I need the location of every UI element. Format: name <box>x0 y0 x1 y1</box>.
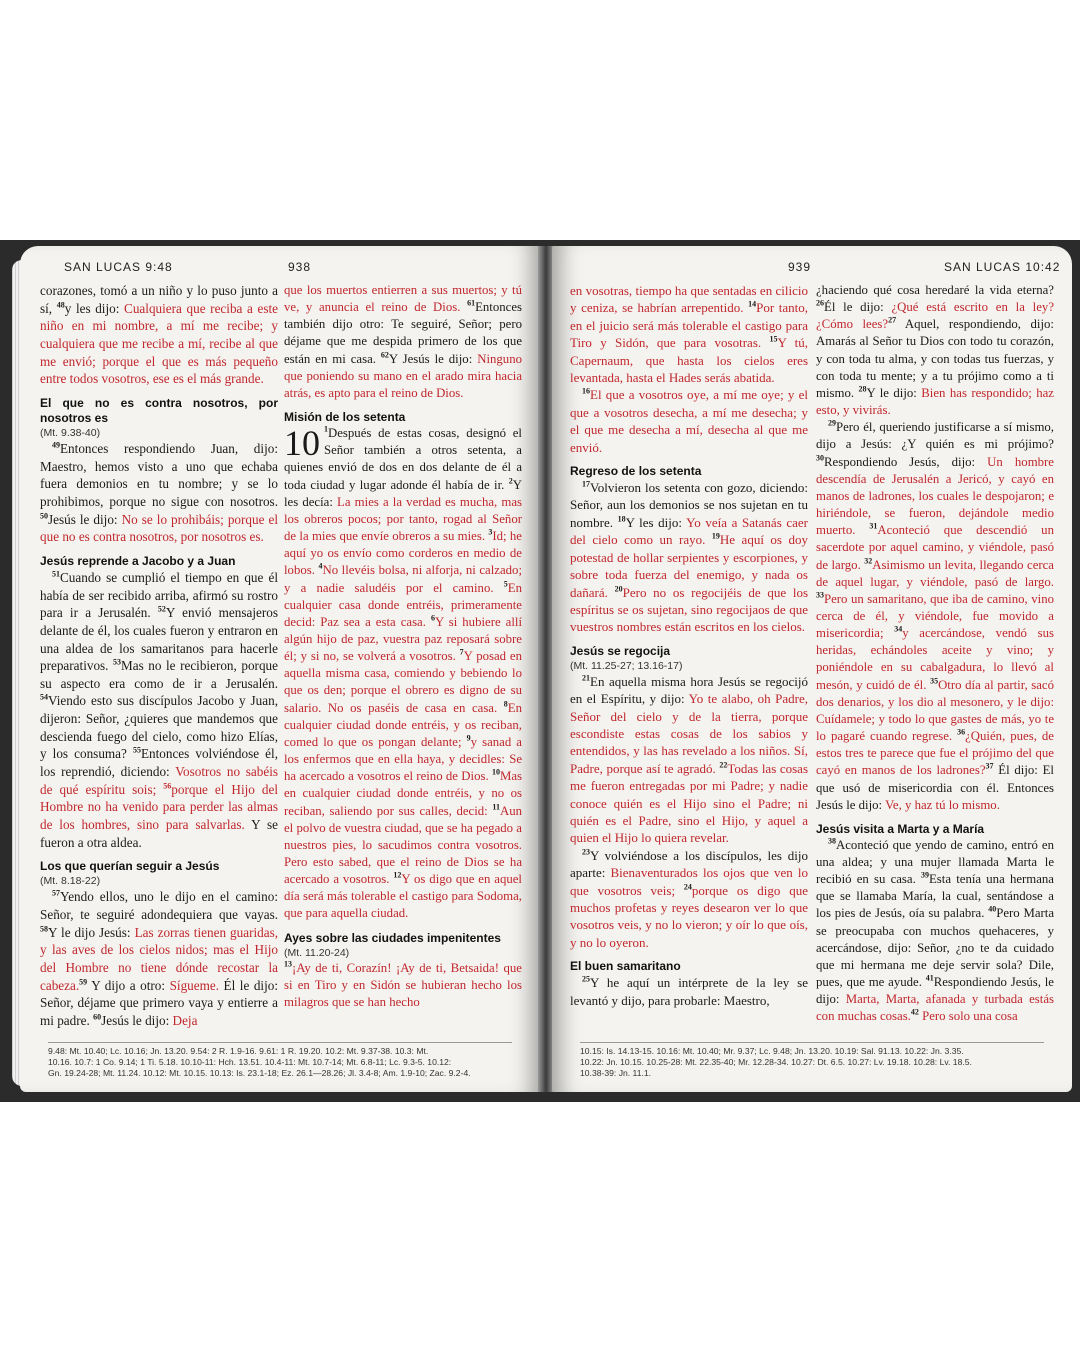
section-heading: El que no es contra nosotros, por nosotros es <box>40 395 278 425</box>
verse-paragraph: $^{29}$Pero él, queriendo justificarse a sí mismo, dijo a Jesús: ¿Y quién es mi prójimo? $^{30}$Respondiendo Jesús, dijo: Un hombre descendía de Jerusalén a Jericó, y cayó en manos de ladrones, los cuales le despojaron; e hiriéndole, se fueron, dejándole medio muerto. $^{31}$Aconteció que descendió un sacerdote por aquel camino, y viéndole, pasó de largo. $^{32}$Asimismo un levita, llegando cerca de aquel lugar, y viéndole, pasó de largo. $^{33}$Pero un samaritano, que iba de camino, vino cerca de él, y viéndole, fue movido a misericordia; $^{34}$y acercándose, vendó sus heridas, echándoles aceite y vino; y poniéndole en su cabalgadura, lo llevó al mesón, y cuidó de él. $^{35}$Otro día al partir, sacó dos denarios, y los dio al mesonero, y le dijo: Cuídamele; y todo lo que gastes de más, yo te lo pagaré cuando regrese. $^{36}$¿Quién, pues, de estos tres te parece que fue el prójimo del que cayó en manos de los ladrones?$^{37}$ Él dijo: El que usó de misericordia con él. Entonces Jesús le dijo: Ve, y haz tú lo mismo. <box>816 418 1055 812</box>
footnote-rule <box>580 1042 1044 1043</box>
footnote-line: 10.15: Is. 14.13-15. 10.16: Mt. 10.40; Mr. 9.37; Lc. 9.48; Jn. 13.20. 10.19: Sal. 91.13. 10.22: Jn. 3.35. <box>580 1046 964 1056</box>
left-column-1 <box>40 282 278 1030</box>
right-page <box>552 246 1072 1092</box>
verse-paragraph: corazones, tomó a un niño y lo puso junto a sí, $^{48}$y les dijo: Cualquiera que reciba a este niño en mi nombre, a mí me recibe; y cualquiera que me recibe a mí, recibe al que me envió; porque el que es más pequeño entre todos vosotros, ese es el más grande. <box>40 283 278 387</box>
verse-paragraph: $^{25}$Y he aquí un intérprete de la ley se levantó y dijo, para probarle: Maestro, <box>570 974 808 1008</box>
verse-paragraph: que los muertos entierren a sus muertos; y tú ve, y anuncia el reino de Dios. $^{61}$Entonces también dijo otro: Te seguiré, Señor; pero déjame que me despida primero de los que están en mi casa. $^{62}$Y Jesús le dijo: Ninguno que poniendo su mano en el arado mira hacia atrás, es apto para el reino de Dios. <box>284 283 522 400</box>
section-heading: Los que querían seguir a Jesús <box>40 859 220 874</box>
verse-paragraph: $^{38}$Aconteció que yendo de camino, entró en una aldea; y una mujer llamada Marta le recibió en su casa. $^{39}$Esta tenía una hermana que se llamaba María, la cual, sentándose a los pies de Jesús, oía su palabra. $^{40}$Pero Marta se preocupaba con muchos quehaceres, y acercándose, dijo: Señor, ¿no te da cuidado que mi hermana me deje servir sola? Dile, pues, que me ayude. $^{41}$Respondiendo Jesús, le dijo: Marta, Marta, afanada y turbada estás con muchas cosas.$^{42}$ Pero solo una cosa <box>816 836 1054 1024</box>
footnote-line: Gn. 19.24-28; Mt. 11.24. 10.12: Mt. 10.15. 10.13: Is. 23.1-18; Ez. 26.1—28.26; Jl. 3.4-8; Am. 1.9-10; Zac. 9.2-4. <box>48 1068 471 1078</box>
cross-reference: (Mt. 11.25-27; 13.16-17) <box>570 659 683 672</box>
verse-paragraph: $^{49}$Entonces respondiendo Juan, dijo: Maestro, hemos visto a uno que echaba fuera demonios en tu nombre; y se lo prohibimos, porque no sigue con nosotros. $^{50}$Jesús le dijo: No se lo prohibáis; porque el que no es contra nosotros, por nosotros es. <box>40 440 278 545</box>
verse-paragraph: $^{21}$En aquella misma hora Jesús se regocijó en el Espíritu, y dijo: Yo te alabo, oh Padre, Señor del cielo y de la tierra, porque escondiste estas cosas de los sabios y entendidos, y las has revelado a los niños. Sí, Padre, porque así te agradó. $^{22}$Todas las cosas me fueron entregadas por mi Padre; y nadie conoce quién es el Hijo sino el Padre; ni quién es el Padre, sino el Hijo, y aquel a quien el Hijo lo quiera revelar. <box>570 673 809 846</box>
left-page <box>20 246 540 1092</box>
footnotes-right <box>580 1046 1050 1079</box>
words-of-jesus: Cualquiera que reciba a este niño en mi nombre, a mí me recibe; y cualquiera que me recibe a mí, recibe al que me envió; porque el que es más pequeño entre todos vosotros, ese es el más grande. <box>40 300 278 387</box>
verse-paragraph: en vosotras, tiempo ha que sentadas en cilicio y ceniza, se habrían arrepentido. $^{14}$Por tanto, en el juicio será más tolerable el castigo para Tiro y Sidón, que para vosotras. $^{15}$Y tú, Capernaum, que hasta los cielos eres levantada, hasta el Hades serás abatida. <box>570 283 808 386</box>
footnotes-left <box>48 1046 518 1079</box>
footnote-line: 10.38-39: Jn. 11.1. <box>580 1068 652 1078</box>
verse-paragraph: $^{17}$Volvieron los setenta con gozo, diciendo: Señor, aun los demonios se nos sujetan en tu nombre. $^{18}$Y les dijo: Yo veía a Satanás caer del cielo como un rayo. $^{19}$He aquí os doy potestad de hollar serpientes y escorpiones, y sobre toda fuerza del enemigo, y nada os dañará. $^{20}$Pero no os regocijéis de que los espíritus se os sujetan, sino regocijaos de que vuestros nombres están escritos en los cielos. <box>570 479 809 635</box>
section-heading: Regreso de los setenta <box>570 464 702 479</box>
right-column-1 <box>570 282 808 1009</box>
left-column-2 <box>284 282 522 1011</box>
running-head-left: SAN LUCAS 9:48 <box>64 260 173 274</box>
cross-reference: (Mt. 11.20-24) <box>284 946 350 959</box>
cross-reference: (Mt. 9.38-40) <box>40 426 101 439</box>
verse-paragraph: $^{23}$Y volviéndose a los discípulos, les dijo aparte: Bienaventurados los ojos que ven lo que vosotros veis; $^{24}$porque os digo que muchos profetas y reyes desearon ver lo que vosotros veis, y no lo vieron; y oír lo que oís, y no lo oyeron. <box>570 847 808 950</box>
section-heading: Jesús visita a Marta y a María <box>816 821 985 836</box>
cross-reference: (Mt. 8.18-22) <box>40 875 101 888</box>
running-head-right: SAN LUCAS 10:42 <box>944 260 1061 274</box>
page-number-left: 938 <box>288 260 312 274</box>
section-heading: Jesús reprende a Jacobo y a Juan <box>40 553 236 568</box>
verse-paragraph: $^{16}$El que a vosotros oye, a mí me oye; y el que a vosotros desecha, a mí me desecha; y el que me desecha a mí, desecha al que me envió. <box>570 387 808 455</box>
verse-paragraph: 10 $^1$Después de estas cosas, designó el Señor también a otros setenta, a quienes envió de dos en dos delante de él a toda ciudad y lugar adonde él había de ir. $^2$Y les decía: La mies a la verdad es mucha, mas los obreros pocos; por tanto, rogad al Señor de la mies que envíe obreros a su mies. $^3$Id; he aquí yo os envío como corderos en medio de lobos. $^4$No llevéis bolsa, ni alforja, ni calzado; y a nadie saludéis por el camino. $^5$En cualquier casa donde entréis, primeramente decid: Paz sea a esta casa. $^6$Y si hubiere allí algún hijo de paz, vuestra paz reposará sobre él; y si no, se volverá a vosotros. $^7$Y posad en aquella misma casa, comiendo y bebiendo lo que os den; porque el obrero es digno de su salario. No os paséis de casa en casa. $^8$En cualquier ciudad donde entréis, y os reciban, comed lo que os pongan delante; $^9$y sanad a los enfermos que en ella haya, y decidles: Se ha acercado a vosotros el reino de Dios. $^{10}$Mas en cualquier ciudad donde entréis, y no os reciban, saliendo por sus calles, decid: $^{11}$Aun el polvo de vuestra ciudad, que se ha pegado a nuestros pies, lo sacudimos contra vosotros. Pero esto sabed, que el reino de Dios se ha acercado a vosotros. $^{12}$Y os digo que en aquel día será más tolerable el castigo para Sodoma, que para aquella ciudad. <box>284 423 523 921</box>
chapter-number: 10 <box>284 423 320 464</box>
footnote-line: 9.48: Mt. 10.40; Lc. 10.16; Jn. 13.20. 9.54: 2 R. 1.9-16. 9.61: 1 R. 19.20. 10.2: Mt. 9.37-38. 10.3: Mt. <box>48 1046 429 1056</box>
footnote-line: 10.16. 10.7: 1 Co. 9.14; 1 Ti. 5.18. 10.10-11: Hch. 13.51. 10.4-11: Mt. 10.7-14; Mt. 6.8-11; Lc. 9.3-5. 10.12: <box>48 1057 452 1067</box>
verse-paragraph: $^{51}$Cuando se cumplió el tiempo en que él había de ser recibido arriba, afirmó su rostro para ir a Jerusalén. $^{52}$Y envió mensajeros delante de él, los cuales fueron y entraron en una aldea de los samaritanos para hacerle preparativos. $^{53}$Mas no le recibieron, porque su aspecto era como de ir a Jerusalén. $^{54}$Viendo esto sus discípulos Jacobo y Juan, dijeron: Señor, ¿quieres que mandemos que descienda fuego del cielo, como hizo Elías, y los consuma? $^{55}$Entonces volviéndose él, los reprendió, diciendo: Vosotros no sabéis de qué espíritu sois; $^{56}$porque el Hijo del Hombre no ha venido para perder las almas de los hombres, sino para salvarlas. Y se fueron a otra aldea. <box>40 569 278 850</box>
section-heading: Misión de los setenta <box>284 410 406 425</box>
footnote-rule <box>48 1042 512 1043</box>
section-heading: El buen samaritano <box>570 959 681 974</box>
verse-paragraph: ¿haciendo qué cosa heredaré la vida eterna? $^{26}$Él le dijo: ¿Qué está escrito en la ley? ¿Cómo lees?$^{27}$ Aquel, respondiendo, dijo: Amarás al Señor tu Dios con todo tu corazón, y con toda tu alma, y con todas tus fuerzas, y con toda tu mente; y a tu prójimo como a ti mismo. $^{28}$Y le dijo: Bien has respondido; haz esto, y vivirás. <box>816 283 1054 418</box>
section-heading: Ayes sobre las ciudades impenitentes <box>284 930 501 945</box>
page-number-right: 939 <box>788 260 812 274</box>
verse-paragraph: $^{13}$¡Ay de ti, Corazín! ¡Ay de ti, Betsaida! que si en Tiro y en Sidón se hubieran hecho los milagros que se han hecho <box>284 959 522 1009</box>
section-heading: Jesús se regocija <box>570 643 671 658</box>
footnote-line: 10.22: Jn. 10.15. 10.25-28: Mt. 22.35-40; Mr. 12.28-34. 10.27: Dt. 6.5. 10.27: Lv. 19.18. 10.28: Lv. 18.5. <box>580 1057 972 1067</box>
verse-paragraph: $^{57}$Yendo ellos, uno le dijo en el camino: Señor, te seguiré adondequiera que vayas. $^{58}$Y le dijo Jesús: Las zorras tienen guaridas, y las aves de los cielos nidos; mas el Hijo del Hombre no tiene dónde recostar la cabeza.$^{59}$ Y dijo a otro: Sígueme. Él le dijo: Señor, déjame que primero vaya y entierre a mi padre. $^{60}$Jesús le dijo: Deja <box>40 888 278 1028</box>
right-column-2 <box>816 282 1054 1026</box>
open-bible <box>12 246 1072 1096</box>
